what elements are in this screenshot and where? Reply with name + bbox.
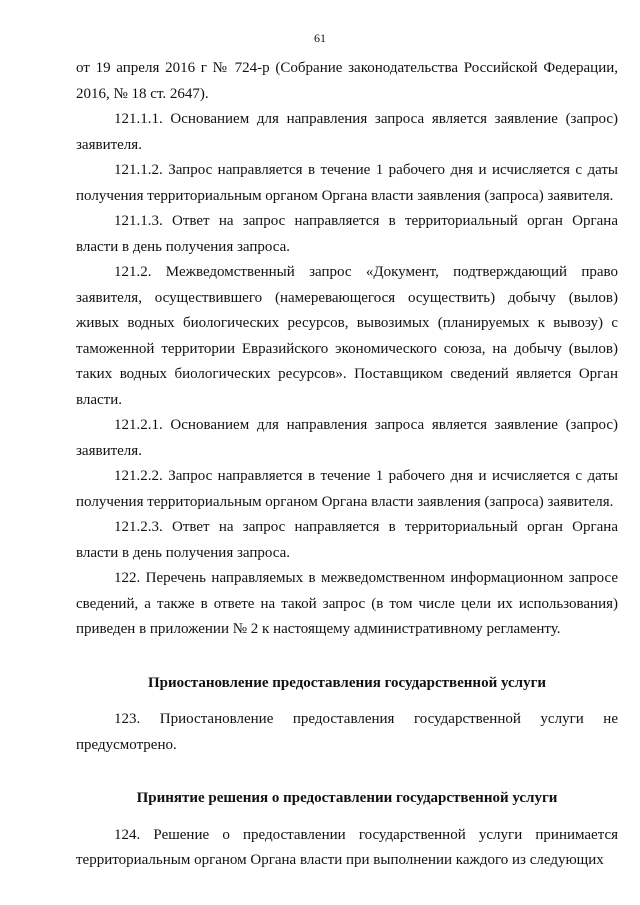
paragraph-121-1-3: 121.1.3. Ответ на запрос направляется в территориальный орган Органа власти в день получения запроса. <box>76 213 618 255</box>
paragraph-121-1-1: 121.1.1. Основанием для направления запроса является заявление (запрос) заявителя. <box>76 111 618 153</box>
paragraph-123: 123. Приостановление предоставления государственной услуги не предусмотрено. <box>76 711 618 753</box>
section-heading-decision: Принятие решения о предоставлении государственной услуги <box>136 790 558 806</box>
paragraph-124: 124. Решение о предоставлении государственной услуги принимается территориальным органом Органа власти при выполнении каждого из следующих <box>76 826 618 868</box>
section-heading-suspension: Приостановление предоставления государственной услуги <box>147 674 547 691</box>
paragraph-121-2: 121.2. Межведомственный запрос «Документ, подтверждающий право заявителя, осуществившего (намеревающегося осуществить) добычу (вылов) живых водных биологических ресурсов, вывозимых (планируемых к вывозу) с таможенной территории Евразийского экономического союза, на добычу (вылов) таких водных биологических ресурсов». Поставщиком сведений является Орган власти. <box>76 264 618 408</box>
paragraph-121-2-1: 121.2.1. Основанием для направления запроса является заявление (запрос) заявителя. <box>76 417 618 459</box>
document-body <box>76 56 618 874</box>
paragraph-continuation: от 19 апреля 2016 г № 724-р (Собрание законодательства Российской Федерации, 2016, № 18 ст. 2647). <box>76 60 618 102</box>
page-number: 61 <box>314 31 326 45</box>
paragraph-122: 122. Перечень направляемых в межведомственном информационном запросе сведений, а также в ответе на такой запрос (в том числе цели их использования) приведен в приложении № 2 к настоящему административному регламенту. <box>76 570 618 637</box>
paragraph-121-2-2: 121.2.2. Запрос направляется в течение 1 рабочего дня и исчисляется с даты получения территориальным органом Органа власти заявления (запроса) заявителя. <box>76 468 618 510</box>
paragraph-121-2-3: 121.2.3. Ответ на запрос направляется в территориальный орган Органа власти в день получения запроса. <box>76 519 618 561</box>
paragraph-121-1-2: 121.1.2. Запрос направляется в течение 1 рабочего дня и исчисляется с даты получения территориальным органом Органа власти заявления (запроса) заявителя. <box>76 162 618 204</box>
